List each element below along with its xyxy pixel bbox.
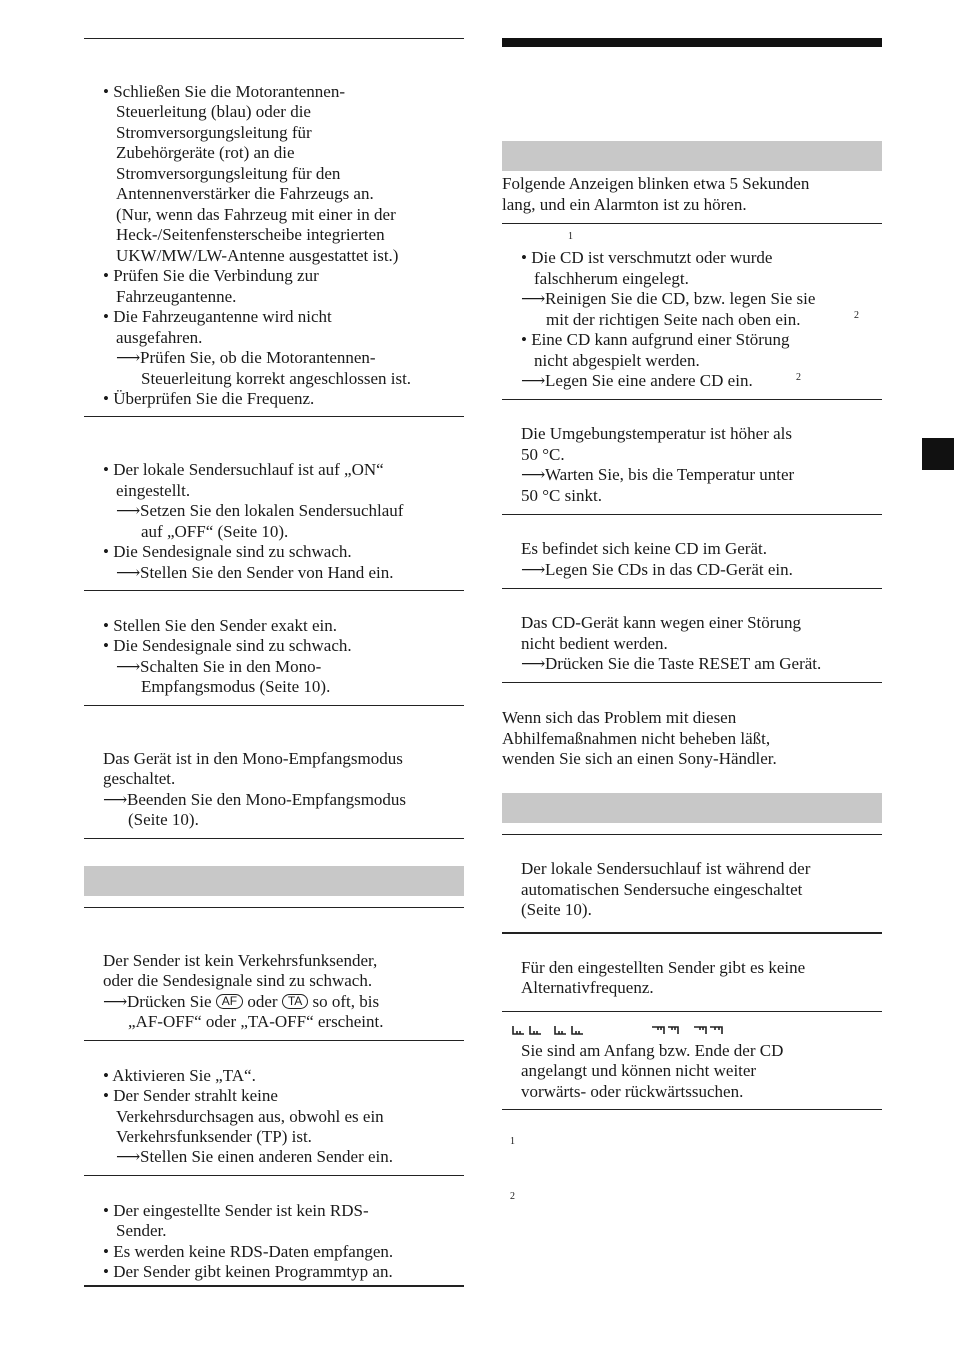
- footnote-marker: 1: [568, 231, 573, 242]
- section-divider: [84, 705, 464, 706]
- text-line: (Nur, wenn das Fahrzeug mit einer in der: [116, 205, 396, 224]
- text-line: Es befindet sich keine CD im Gerät.: [521, 539, 767, 558]
- text-line: Stromversorgungsleitung für: [116, 123, 312, 142]
- text-line: UKW/MW/LW-Antenne ausgestattet ist.): [116, 246, 399, 265]
- text-line: Fahrzeugantenne.: [116, 287, 237, 306]
- text-line: Heck-/Seitenfensterscheibe integrierten: [116, 225, 385, 244]
- text-line: • Die CD ist verschmutzt oder wurde: [521, 248, 773, 267]
- section-divider: [502, 932, 882, 934]
- lcd-segment-display-icon: [510, 1024, 730, 1036]
- text-line: • Die Sendesignale sind zu schwach.: [103, 636, 352, 655]
- left-top-rule: [84, 38, 464, 39]
- text-line: Wenn sich das Problem mit diesen: [502, 708, 737, 727]
- text-line: lang, und ein Alarmton ist zu hören.: [502, 195, 747, 214]
- text-line: eingestellt.: [116, 481, 191, 500]
- text-line: • Es werden keine RDS-Daten empfangen.: [103, 1242, 394, 1261]
- section-heading-band: [502, 793, 882, 823]
- text-line: • Prüfen Sie die Verbindung zur: [103, 266, 319, 285]
- text-line: ⟶Legen Sie CDs in das CD-Gerät ein.: [521, 560, 793, 579]
- section-divider: [84, 907, 464, 908]
- text-line: 50 °C.: [521, 445, 565, 464]
- text-line: 50 °C sinkt.: [521, 486, 602, 505]
- text-line: • Stellen Sie den Sender exakt ein.: [103, 616, 337, 635]
- text-line: auf „OFF“ (Seite 10).: [141, 522, 289, 541]
- text-line: Die Umgebungstemperatur ist höher als: [521, 424, 792, 443]
- text-line: (Seite 10).: [128, 810, 199, 829]
- top-heading-bar: [502, 38, 882, 47]
- text-line: • Die Fahrzeugantenne wird nicht: [103, 307, 332, 326]
- text-line: ⟶Reinigen Sie die CD, bzw. legen Sie sie: [521, 289, 816, 308]
- arrow-right-icon: ⟶: [116, 1147, 141, 1166]
- text-line: (Seite 10).: [521, 900, 592, 919]
- footnote-marker: 2: [510, 1191, 515, 1202]
- text-line: falschherum eingelegt.: [534, 269, 689, 288]
- footnote-marker: 2: [796, 372, 801, 383]
- arrow-right-icon: ⟶: [103, 790, 128, 809]
- arrow-right-icon: ⟶: [116, 657, 141, 676]
- text-line: Empfangsmodus (Seite 10).: [141, 677, 331, 696]
- section-heading-band: [502, 141, 882, 171]
- text-line: • Eine CD kann aufgrund einer Störung: [521, 330, 790, 349]
- text-line: ⟶Schalten Sie in den Mono-: [116, 657, 322, 676]
- text-line: mit der richtigen Seite nach oben ein.: [546, 310, 801, 329]
- text-line: ⟶Stellen Sie den Sender von Hand ein.: [116, 563, 394, 582]
- text-line: • Schließen Sie die Motorantennen-: [103, 82, 346, 101]
- text-line: Abhilfemaßnahmen nicht beheben läßt,: [502, 729, 771, 748]
- text-line: Sender.: [116, 1221, 167, 1240]
- text-line: Verkehrsdurchsagen aus, obwohl es ein: [116, 1107, 384, 1126]
- text-line: nicht abgespielt werden.: [534, 351, 700, 370]
- text-line: Zubehörgeräte (rot) an die: [116, 143, 295, 162]
- arrow-right-icon: ⟶: [521, 465, 546, 484]
- text-line: vorwärts- oder rückwärtssuchen.: [521, 1082, 744, 1101]
- text-line: • Der eingestellte Sender ist kein RDS-: [103, 1201, 369, 1220]
- text-line: ⟶Warten Sie, bis die Temperatur unter: [521, 465, 795, 484]
- text-line: angelangt und können nicht weiter: [521, 1061, 757, 1080]
- text-line: ⟶Stellen Sie einen anderen Sender ein.: [116, 1147, 394, 1166]
- text-line: nicht bedient werden.: [521, 634, 668, 653]
- text-line: „AF-OFF“ oder „TA-OFF“ erscheint.: [128, 1012, 384, 1031]
- text-line: ⟶Prüfen Sie, ob die Motorantennen-: [116, 348, 376, 367]
- arrow-right-icon: ⟶: [116, 348, 141, 367]
- text-line: Das CD-Gerät kann wegen einer Störung: [521, 613, 801, 632]
- arrow-right-icon: ⟶: [521, 289, 546, 308]
- section-divider: [84, 416, 464, 417]
- text-line: automatischen Sendersuche eingeschaltet: [521, 880, 803, 899]
- section-divider: [84, 838, 464, 839]
- text-line: ⟶Drücken Sie die Taste RESET am Gerät.: [521, 654, 822, 673]
- section-divider: [502, 514, 882, 515]
- text-line: ⟶Beenden Sie den Mono-Empfangsmodus: [103, 790, 407, 809]
- text-line: ⟶Setzen Sie den lokalen Sendersuchlauf: [116, 501, 404, 520]
- section-divider: [502, 223, 882, 224]
- text-line: • Aktivieren Sie „TA“.: [103, 1066, 256, 1085]
- arrow-right-icon: ⟶: [521, 371, 546, 390]
- footnote-marker: 1: [510, 1136, 515, 1147]
- footnote-marker: 2: [854, 310, 859, 321]
- section-divider: [502, 834, 882, 835]
- text-line: geschaltet.: [103, 769, 176, 788]
- arrow-right-icon: ⟶: [116, 563, 141, 582]
- text-line: Steuerleitung (blau) oder die: [116, 102, 311, 121]
- text-line: • Der lokale Sendersuchlauf ist auf „ON“: [103, 460, 384, 479]
- text-line: ⟶Drücken Sie AF oder TA so oft, bis: [103, 992, 380, 1011]
- text-line: Stromversorgungsleitung für den: [116, 164, 341, 183]
- text-line: ausgefahren.: [116, 328, 203, 347]
- text-line: Steuerleitung korrekt angeschlossen ist.: [141, 369, 412, 388]
- text-line: Der lokale Sendersuchlauf ist während der: [521, 859, 811, 878]
- text-line: • Der Sender strahlt keine: [103, 1086, 278, 1105]
- arrow-right-icon: ⟶: [521, 654, 546, 673]
- arrow-right-icon: ⟶: [103, 992, 128, 1011]
- section-divider: [502, 1011, 882, 1012]
- side-thumb-tab: [922, 438, 954, 470]
- text-line: Für den eingestellten Sender gibt es keine: [521, 958, 806, 977]
- text-line: Sie sind am Anfang bzw. Ende der CD: [521, 1041, 784, 1060]
- text-line: wenden Sie sich an einen Sony-Händler.: [502, 749, 777, 768]
- section-divider: [502, 588, 882, 589]
- ta-button-icon: TA: [282, 994, 308, 1009]
- af-button-icon: AF: [216, 994, 243, 1009]
- section-heading-band: [84, 866, 464, 896]
- section-divider: [84, 1175, 464, 1176]
- text-line: Alternativfrequenz.: [521, 978, 654, 997]
- section-divider: [502, 399, 882, 400]
- text-line: Antennenverstärker die Fahrzeugs an.: [116, 184, 374, 203]
- text-line: ⟶Legen Sie eine andere CD ein.: [521, 371, 753, 390]
- text-line: Folgende Anzeigen blinken etwa 5 Sekunden: [502, 174, 810, 193]
- arrow-right-icon: ⟶: [116, 501, 141, 520]
- text-line: Verkehrsfunksender (TP) ist.: [116, 1127, 312, 1146]
- text-line: • Überprüfen Sie die Frequenz.: [103, 389, 315, 408]
- section-divider: [502, 1109, 882, 1110]
- text-line: • Der Sender gibt keinen Programmtyp an.: [103, 1262, 393, 1281]
- section-divider: [502, 682, 882, 683]
- section-divider: [84, 1040, 464, 1041]
- text-line: Der Sender ist kein Verkehrsfunksender,: [103, 951, 378, 970]
- arrow-right-icon: ⟶: [521, 560, 546, 579]
- text-line: Das Gerät ist in den Mono-Empfangsmodus: [103, 749, 403, 768]
- section-divider: [84, 590, 464, 591]
- text-line: • Die Sendesignale sind zu schwach.: [103, 542, 352, 561]
- text-line: oder die Sendesignale sind zu schwach.: [103, 971, 373, 990]
- left-bottom-rule: [84, 1285, 464, 1287]
